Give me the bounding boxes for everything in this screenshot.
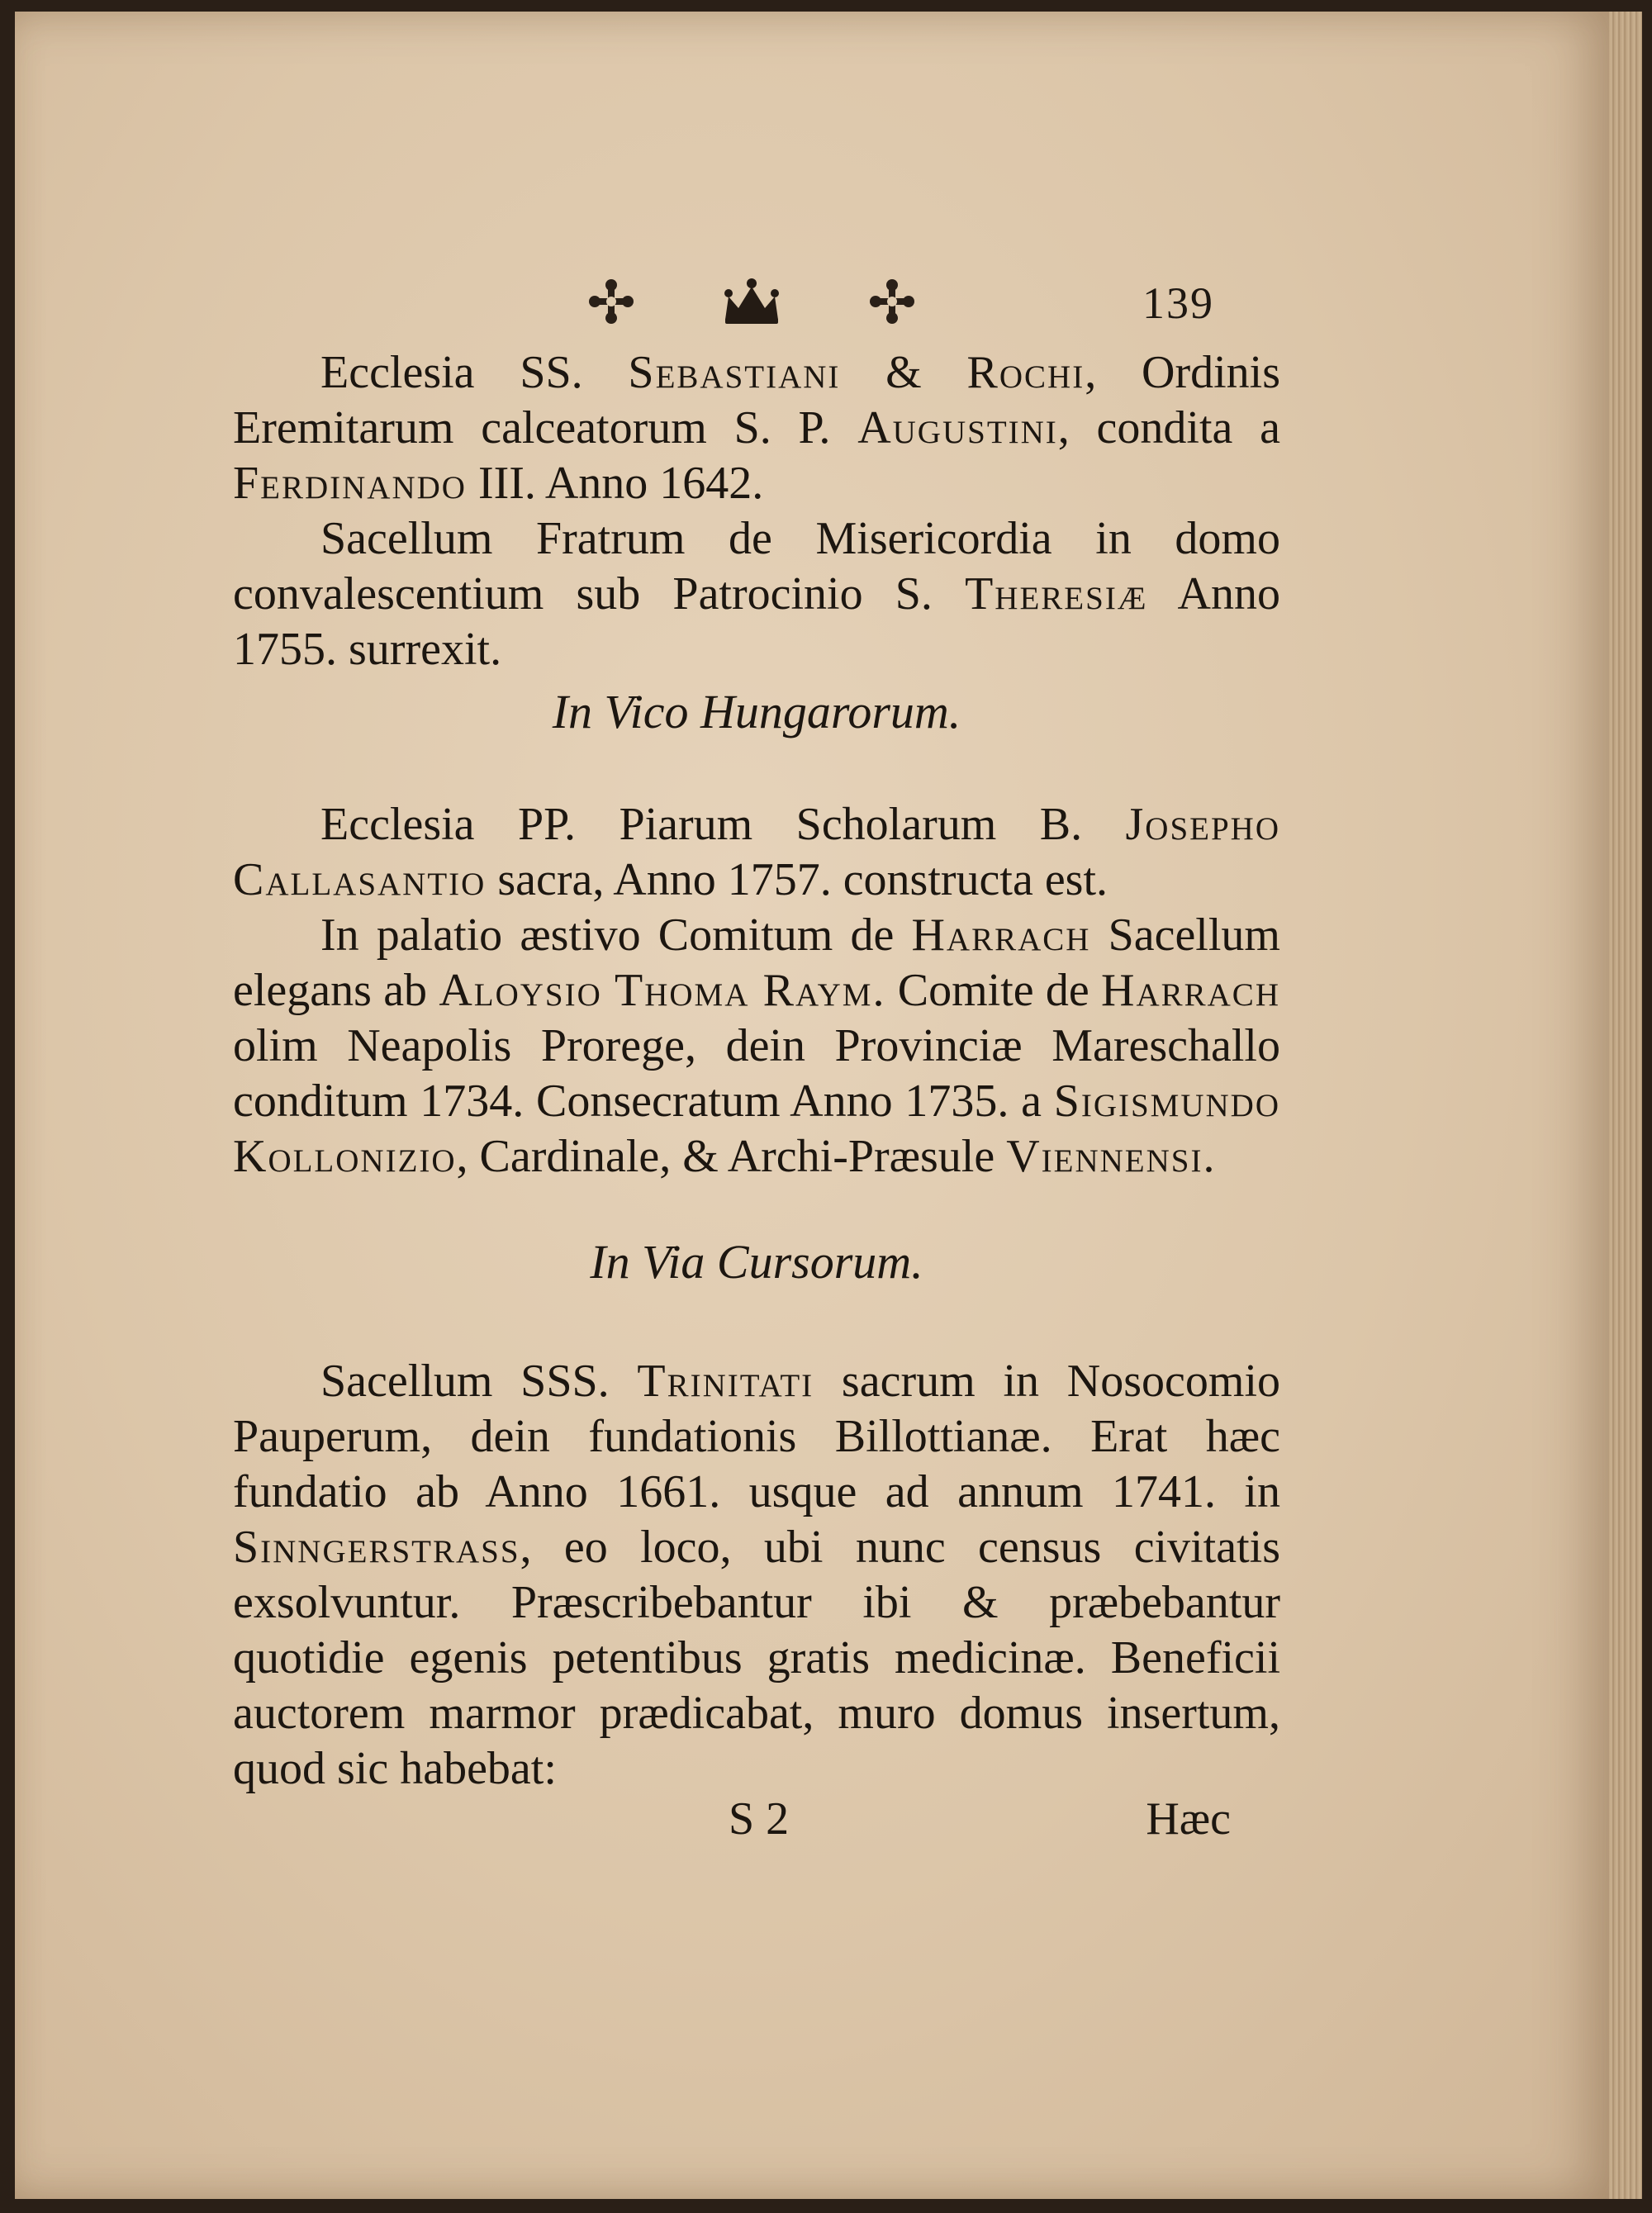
section-heading-hungarorum: In Vico Hungarorum.: [552, 685, 961, 738]
paragraph-harrach: [233, 908, 1280, 1185]
header-ornaments: [586, 273, 917, 330]
text-run: , Ordinis Eremitarum calceatorum S. P.: [233, 347, 1281, 454]
text-run: Ecclesia PP. Piarum Scholarum B.: [320, 799, 1126, 850]
signature-mark: S 2: [729, 1793, 790, 1845]
fleur-ornament-icon: [586, 277, 636, 326]
text-run: Ecclesia SS.: [320, 347, 629, 398]
text-run: sacra, Anno 1757. constructa est.: [486, 854, 1108, 905]
paragraph-sebastiani: [233, 345, 1280, 511]
name-viennensi: Viennensi: [1006, 1131, 1203, 1182]
page-header: [248, 264, 1222, 339]
page-footer: [233, 1793, 1280, 1850]
fleur-ornament-icon: [867, 277, 917, 326]
name-rochi: Rochi: [966, 347, 1085, 398]
paragraph-trinitati: [233, 1354, 1280, 1797]
text-run: , eo loco, ubi nunc census civitatis exsolvuntur. Præscribebantur ibi & præbebantur quotidie egenis petentibus gratis medicinæ. Beneficii auctorem marmor prædicabat, muro domus insertum, quod sic habebat:: [233, 1522, 1280, 1794]
name-ferdinando: Ferdinando: [233, 458, 467, 509]
text-run: olim Neapolis Prorege, dein Provinciæ Mareschallo conditum 1734. Consecratum Anno 1735. a: [233, 1020, 1280, 1127]
text-run: .: [1203, 1131, 1215, 1182]
text-run: Sacellum SSS.: [320, 1356, 638, 1407]
name-aloysio: Aloysio Thoma Raym.: [439, 965, 886, 1016]
text-run: , condita a: [1057, 402, 1280, 454]
name-harrach: Harrach: [1101, 965, 1280, 1016]
name-theresiae: Theresiæ: [965, 568, 1148, 620]
text-run: Comite de: [885, 965, 1102, 1016]
name-sigismundo: Sigismundo Kollonizio: [233, 1076, 1280, 1182]
section-heading-cursorum: In Via Cursorum.: [590, 1235, 923, 1289]
name-trinitati: Trinitati: [637, 1356, 814, 1407]
text-run: Sacellum elegans ab: [233, 909, 1280, 1016]
page-edges: [1609, 12, 1642, 2199]
name-sinngerstrass: Sinngerstrass: [233, 1522, 520, 1573]
text-run: , Cardinale, & Archi-Præsule: [456, 1131, 1007, 1182]
name-sebastiani: Sebastiani: [628, 347, 841, 398]
catchword: Hæc: [1146, 1793, 1231, 1845]
text-run: Anno 1755. surrexit.: [233, 568, 1281, 675]
text-run: Sacellum Fratrum de Misericordia in domo convalescentium sub Patrocinio S.: [233, 513, 1280, 620]
crown-ornament-icon: [720, 277, 783, 326]
text-run: &: [840, 347, 967, 398]
name-augustini: Augustini: [857, 402, 1058, 454]
page-number: 139: [1142, 278, 1214, 328]
body-text: [233, 345, 1280, 1797]
text-run: sacrum in Nosocomio Pauperum, dein fundationis Billottianæ. Erat hæc fundatio ab Anno 1661. usque ad annum 1741. in: [233, 1356, 1280, 1517]
paragraph-piarum: [233, 797, 1280, 908]
name-harrach: Harrach: [911, 909, 1091, 961]
text-run: III. Anno 1642.: [466, 458, 764, 509]
paragraph-misericordia: [233, 511, 1280, 677]
name-josepho: Josepho Callasantio: [233, 799, 1280, 905]
text-run: In palatio æstivo Comitum de: [320, 909, 912, 961]
